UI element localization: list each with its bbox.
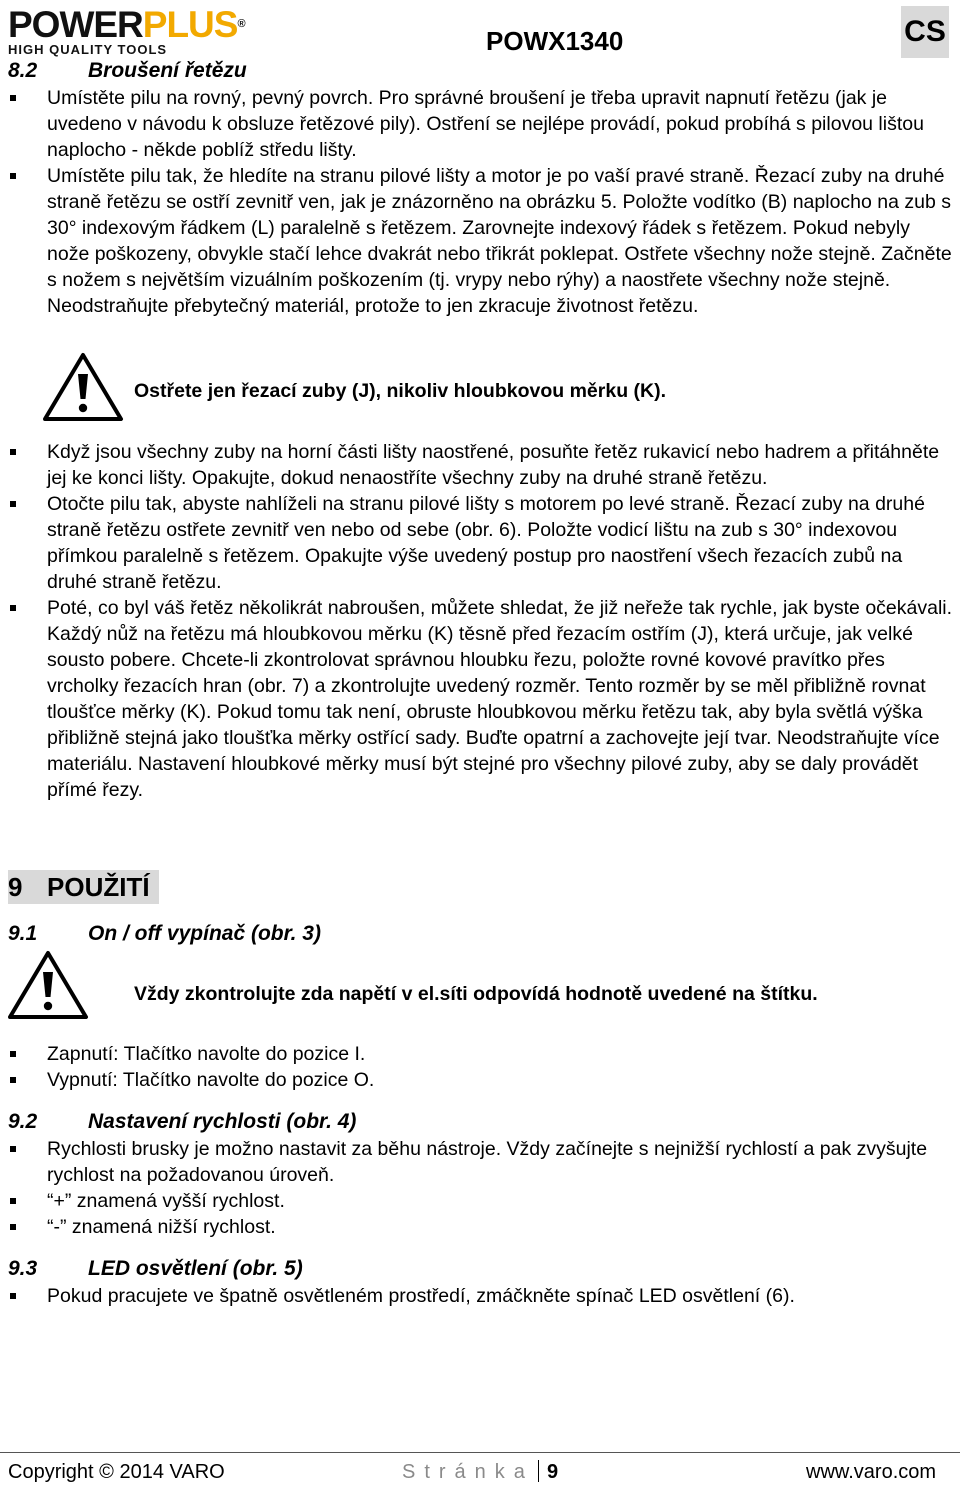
list-item: Umístěte pilu na rovný, pevný povrch. Pro správné broušení je třeba upravit napnutí řetězu (jak je uvedeno v návodu k obsluze řetězové pily). Ostření se nejlépe provádí, pokud probíhá s pilovou lištou naplocho - někde poblíž středu lišty. [8, 85, 953, 163]
model-number: POWX1340 [486, 26, 624, 56]
list-item: Když jsou všechny zuby na horní části lišty naostřené, posuňte řetěz rukavicí nebo hadrem a přitáhněte jej ke konci lišty. Opakujte, dokud nenaostříte všechny zuby na druhé straně řetězu. [8, 439, 953, 491]
list-item: Otočte pilu tak, abyste nahlíželi na stranu pilové lišty s motorem po levé straně. Řezací zuby na druhé straně řetězu ostřete zevnitř ven nebo od sebe (obr. 6). Položte vodicí lištu na zub s 30° indexovou přímkou paralelně s řetězem. Opakujte výše uvedený postup pro naostření všech řezacích zubů na druhé straně řetězu. [8, 491, 953, 595]
footer-website: www.varo.com [806, 1461, 937, 1483]
section-title: On / off vypínač (obr. 3) [88, 922, 321, 945]
section-number: 9.1 [8, 922, 38, 945]
bullet-icon [10, 1224, 16, 1230]
list-item: Vypnutí: Tlačítko navolte do pozice O. [8, 1067, 953, 1093]
section-number: 9.2 [8, 1110, 38, 1133]
footer-divider [0, 1452, 960, 1453]
chapter-number: 9 [8, 872, 23, 902]
section-8-2-list-continued [8, 439, 953, 803]
bullet-icon [10, 1293, 16, 1299]
page-separator [538, 1460, 539, 1482]
bullet-icon [10, 449, 16, 455]
warning-text: Vždy zkontrolujte zda napětí v el.síti odpovídá hodnotě uvedené na štítku. [134, 983, 818, 1005]
warning-text: Ostřete jen řezací zuby (J), nikoliv hloubkovou měrku (K). [134, 380, 667, 402]
warning-triangle-icon [7, 950, 89, 1020]
section-9-1-list [8, 1041, 953, 1093]
list-item: Poté, co byl váš řetěz několikrát nabroušen, můžete shledat, že již neřeže tak rychle, jak byste očekávali. Každý nůž na řetězu má hloubkovou měrku (K) těsně před řezacím ostřím (J), která určuje, jak velké sousto pobere. Chcete-li zkontrolovat správnou hloubku řezu, položte rovné kovové pravítko přes vrcholky řezacích hran (obr. 7) a zkontrolujte uvedený rozměr. Tento rozměr by se měl přibližně rovnat tloušťce měrky (K). Pokud tomu tak není, obruste hloubkovou měrku řetězu tak, aby byla světlá výška přibližně stejná jako tloušťka měrky ostřící sady. Buďte opatrní a zachovejte její tvar. Neodstraňujte více materiálu. Nastavení hloubkové měrky musí být stejné pro všechny pilové zuby, aby se daly provádět přímé řezy. [8, 595, 953, 803]
section-9-3-list [8, 1283, 953, 1309]
bullet-icon [10, 95, 16, 101]
section-title: Broušení řetězu [88, 59, 247, 82]
logo-registered-mark: ® [237, 18, 245, 30]
section-8-2-list [8, 85, 953, 319]
bullet-icon [10, 1051, 16, 1057]
warning-triangle-icon [42, 352, 124, 422]
list-item: Zapnutí: Tlačítko navolte do pozice I. [8, 1041, 953, 1067]
chapter-title: POUŽITÍ [47, 872, 150, 902]
list-item: Umístěte pilu tak, že hledíte na stranu pilové lišty a motor je po vaší pravé straně. Řezací zuby na druhé straně řetězu se ostří zevnitř ven, jak je znázorněno na obrázku 5. Položte vodítko (B) naplocho na zub s 30° indexovým řádkem (L) paralelně s řetězem. Zarovnejte indexový řádek s řetězem. Pokud nebyly nože poškozeny, obvykle stačí lehce dvakrát nebo třikrát poklepat. Ostřete všechny nože stejně. Začněte s nožem s největším vizuálním poškozením (tj. vrypy nebo rýhy) a naostřete všechny nože stejně. Neodstraňujte přebytečný materiál, protože to jen zkracuje životnost řetězu. [8, 163, 953, 319]
page-number: 9 [546, 1461, 559, 1483]
brand-logo [8, 4, 298, 57]
chapter-9-heading [8, 870, 159, 904]
bullet-icon [10, 1198, 16, 1204]
section-number: 8.2 [8, 59, 38, 82]
list-item: “-” znamená nižší rychlost. [8, 1214, 953, 1240]
bullet-icon [10, 1146, 16, 1152]
logo-power: POWER [8, 4, 143, 45]
bullet-icon [10, 501, 16, 507]
list-item: Pokud pracujete ve špatně osvětleném prostředí, zmáčkněte spínač LED osvětlení (6). [8, 1283, 953, 1309]
footer-copyright: Copyright © 2014 VARO [8, 1461, 225, 1483]
list-item: “+” znamená vyšší rychlost. [8, 1188, 953, 1214]
list-item: Rychlosti brusky je možno nastavit za běhu nástroje. Vždy začínejte s nejnižší rychlostí a pak zvyšujte rychlost na požadovanou úroveň. [8, 1136, 953, 1188]
section-title: LED osvětlení (obr. 5) [88, 1257, 303, 1280]
section-9-2-list [8, 1136, 953, 1240]
bullet-icon [10, 605, 16, 611]
section-number: 9.3 [8, 1257, 38, 1280]
section-8-2-heading [8, 58, 408, 84]
logo-plus: PLUS [142, 4, 238, 45]
bullet-icon [10, 173, 16, 179]
section-9-2-heading [8, 1109, 408, 1135]
section-9-1-heading [8, 921, 408, 947]
bullet-icon [10, 1077, 16, 1083]
logo-tagline: HIGH QUALITY TOOLS [8, 42, 168, 57]
page-label: Stránka [402, 1461, 534, 1483]
section-title: Nastavení rychlosti (obr. 4) [88, 1110, 357, 1133]
section-9-3-heading [8, 1256, 408, 1282]
language-badge: CS [901, 6, 949, 58]
footer-page [402, 1460, 558, 1484]
